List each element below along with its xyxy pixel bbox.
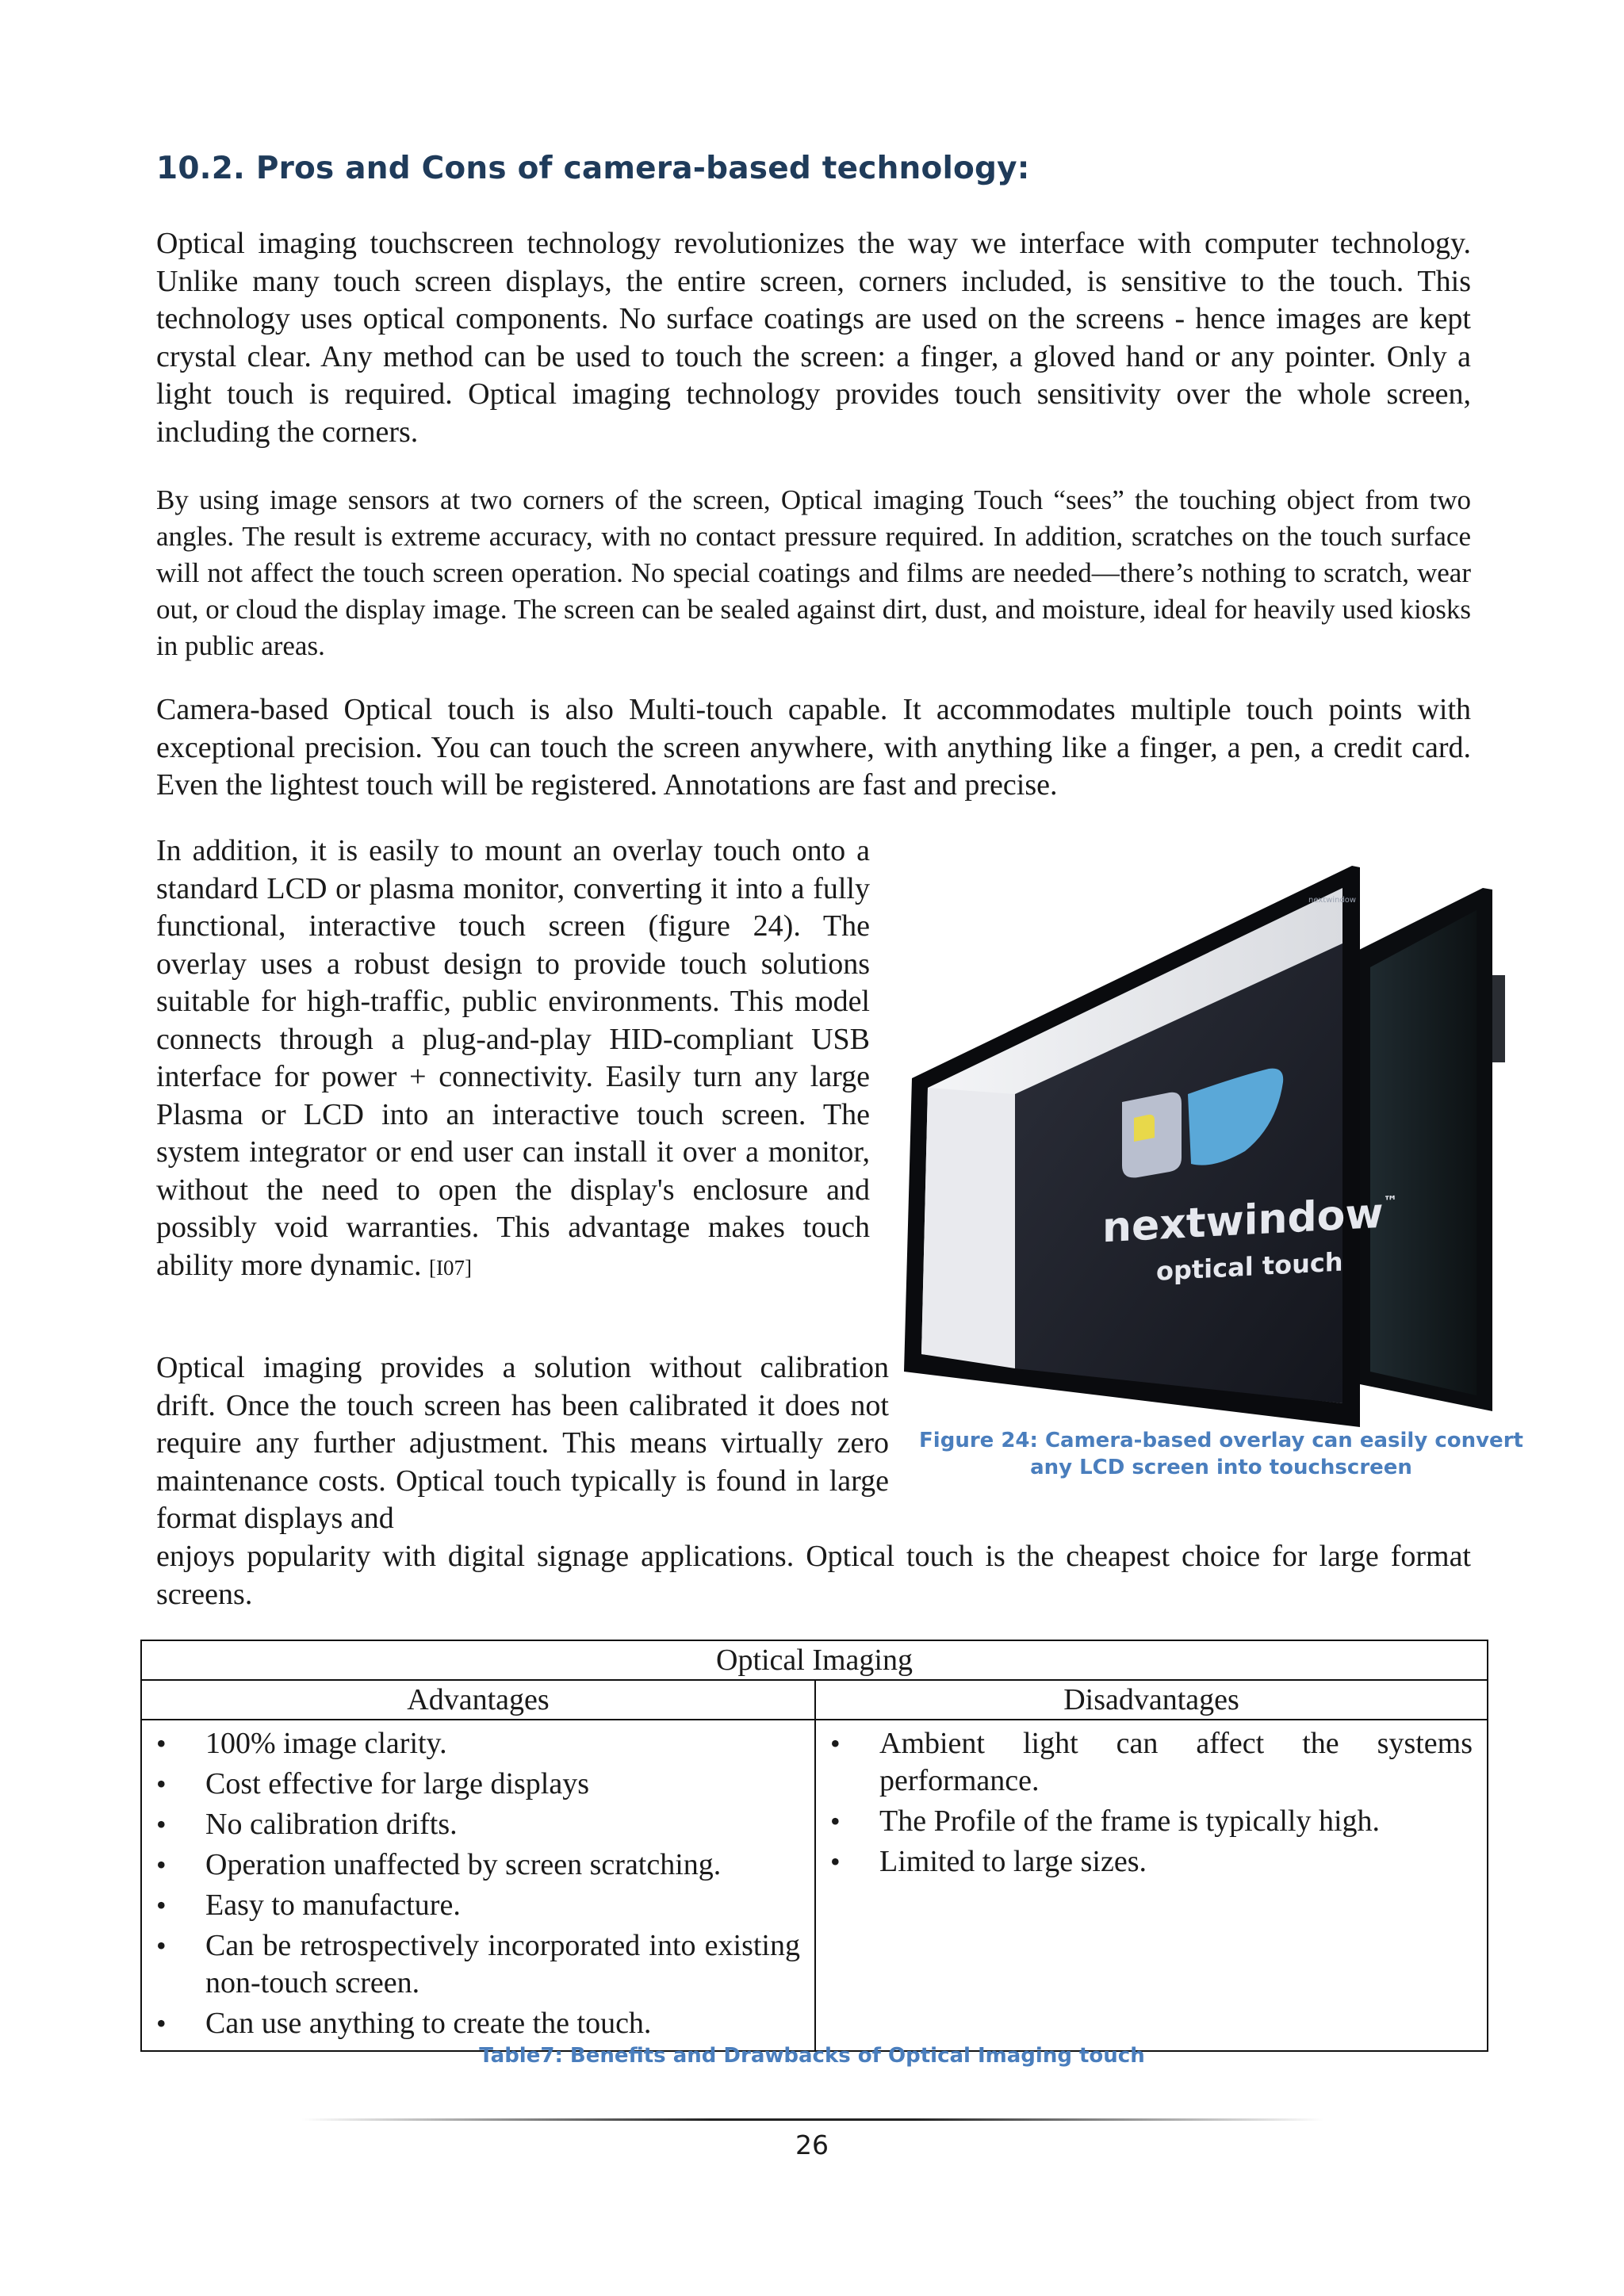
- paragraph-calibration: Optical imaging provides a solution without calibration drift. Once the touch screen has been calibrated it does not require any further adjustment. This means virtually zero maintenance costs. Optical touch typically is found in large format displays and: [156, 1351, 889, 1535]
- list-item: • Easy to manufacture.: [142, 1887, 814, 1924]
- list-item: • Operation unaffected by screen scratching.: [142, 1846, 814, 1884]
- paragraph-image-sensors: By using image sensors at two corners of the screen, Optical imaging Touch “sees” the touching object from two angles. The result is extreme accuracy, with no contact pressure required. In addition, scratches on the touch surface will not affect the touch screen operation. No special coatings and films are needed—there’s nothing to scratch, wear out, or cloud the display image. The screen can be sealed against dirt, dust, and moisture, ideal for heavily used kiosks in public areas.: [156, 484, 1471, 661]
- advantages-cell: [141, 1720, 815, 2051]
- column-header-disadvantages: Disadvantages: [815, 1680, 1488, 1720]
- figure-caption: Figure 24: Camera-based overlay can easily convert any LCD screen into touchscreen: [919, 1429, 1523, 1479]
- paragraph-multitouch: Camera-based Optical touch is also Multi-touch capable. It accommodates multiple touch points with exceptional precision. You can touch the screen anywhere, with anything like a finger, a pen, a credit card. Even the lightest touch will be registered. Annotations are fast and precise.: [156, 693, 1471, 802]
- list-item: • Cost effective for large displays: [142, 1766, 814, 1803]
- figure-touchscreens: [896, 856, 1546, 1427]
- list-item: • Ambient light can affect the systems performance.: [816, 1725, 1487, 1800]
- disadvantages-cell: [815, 1720, 1488, 2051]
- page-number: 26: [795, 2130, 829, 2160]
- logo-trademark: ™: [1383, 1192, 1398, 1211]
- touchscreen-illustration: [896, 856, 1546, 1427]
- column-header-advantages: Advantages: [141, 1680, 815, 1720]
- table-caption: Table7: Benefits and Drawbacks of Optical Imaging touch: [479, 2044, 1145, 2068]
- list-item: • Can use anything to create the touch.: [142, 2005, 814, 2042]
- section-heading: 10.2. Pros and Cons of camera-based technology:: [156, 151, 1030, 186]
- disadvantages-list: [816, 1720, 1487, 1888]
- paragraph-calibration-continued: enjoys popularity with digital signage applications. Optical touch is the cheapest choice for large format screens.: [156, 1540, 1471, 1611]
- reference-citation: [I07]: [429, 1255, 473, 1280]
- paragraph-intro: Optical imaging touchscreen technology revolutionizes the way we interface with computer technology. Unlike many touch screen displays, the entire screen, corners included, is sensitive to the touch. This technology uses optical components. No surface coatings are used on the screens - hence images are kept crystal clear. Any method can be used to touch the screen: a finger, a gloved hand or any pointer. Only a light touch is required. Optical imaging technology provides touch sensitivity over the whole screen, including the corners.: [156, 227, 1471, 449]
- logo-wordmark-text: nextwindow: [1102, 1189, 1384, 1253]
- rear-monitor: [1356, 888, 1505, 1411]
- pros-cons-table: [140, 1640, 1488, 2052]
- bezel-brand-mark: nextwindow: [1308, 896, 1357, 905]
- logo-tagline: optical touch: [1156, 1246, 1343, 1287]
- list-item: • No calibration drifts.: [142, 1806, 814, 1843]
- paragraph-overlay-text: In addition, it is easily to mount an overlay touch onto a standard LCD or plasma monitor, converting it into a fully functional, interactive touch screen (figure 24). The overlay uses a robust design to provide touch solutions suitable for high-traffic, public environments. This model connects through a plug-and-play HID-compliant USB interface for power + connectivity. Easily turn any large Plasma or LCD into an interactive touch screen. The system integrator or end user can install it over a monitor, without the need to open the display's enclosure and possibly void warranties. This advantage makes touch ability more dynamic.: [156, 834, 870, 1282]
- list-item: • Can be retrospectively incorporated into existing non-touch screen.: [142, 1927, 814, 2002]
- advantages-list: [142, 1720, 814, 2050]
- list-item: • Limited to large sizes.: [816, 1843, 1487, 1881]
- list-item: • 100% image clarity.: [142, 1725, 814, 1762]
- paragraph-overlay: [156, 832, 870, 1287]
- list-item: • The Profile of the frame is typically high.: [816, 1803, 1487, 1840]
- table-title: Optical Imaging: [141, 1640, 1488, 1680]
- footer-divider: [301, 2118, 1324, 2121]
